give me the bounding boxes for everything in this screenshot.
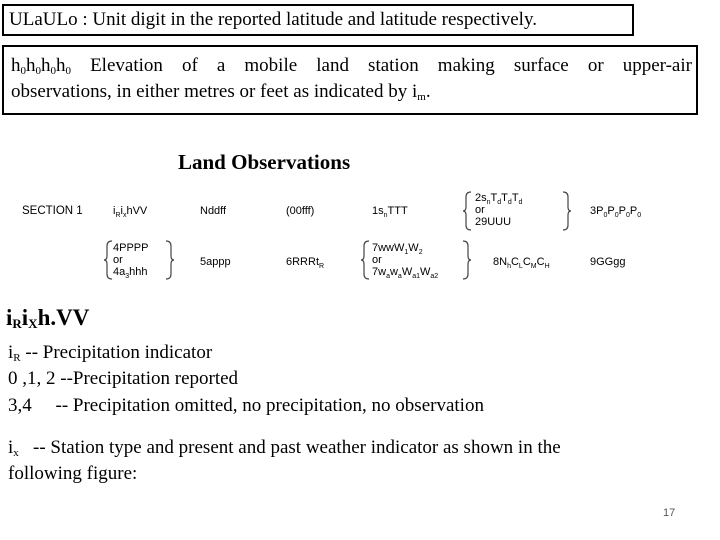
ir-definition: $i_R$ -- Precipitation indicator [8,342,213,364]
code-group-00fff: (00fff) [286,205,315,217]
code-stack-2-29: $2s_nT_dT_dT_d$ or 29UUU [475,192,523,228]
code-group-8nh: $8N_hC_LC_MC_H$ [493,256,550,270]
word: of [181,55,198,76]
page-number: 17 [663,507,676,519]
section-label: SECTION 1 [22,205,83,217]
definition-line-2: observations, in either metres or feet as indicated by $i_m$. [11,81,431,103]
word: mobile [244,55,298,76]
definition-box-elevation [2,45,698,115]
elevation-symbol: $h_0h_0h_0h_0$ [11,55,71,77]
word: or [587,55,604,76]
code-group-1sntt: $1s_nTTT$ [372,205,408,219]
right-brace-icon [562,191,572,231]
code-group-5appp: 5appp [200,256,231,268]
indicator-title: $i_Ri_Xh.VV$ [6,305,90,331]
word: Elevation [90,55,163,76]
definition-line-1 [11,53,692,79]
word: station [368,55,419,76]
code-stack-7: $7wwW_1W_2$ or $7w_aw_aW_{a1}W_{a2}$ [372,242,439,280]
right-brace-icon [462,240,472,280]
code-group-6rrr: 6RRRt$_R$ [286,256,325,270]
definition-box-ulaulo [2,4,634,36]
word: upper-air [622,55,692,76]
code-stack-4: 4PPPP or $4a_3hhh$ [113,242,149,280]
right-brace-icon [165,240,175,280]
code-group-nddff: Nddff [200,205,227,217]
left-brace-icon [360,240,370,280]
ir-values-reported: 0 ,1, 2 --Precipitation reported [8,368,239,389]
code-group-3p0: $3P_0P_0P_0P_0$ [590,205,642,219]
code-group-9gggg: 9GGgg [590,256,626,268]
definition-text-ulaulo: ULaULo : Unit digit in the reported latitude and latitude respectively. [9,9,537,30]
code-group-irixhvv: $i_Ri_xhVV$ [113,205,148,219]
word: surface [513,55,569,76]
word: a [216,55,226,76]
word: land [316,55,349,76]
ir-values-omitted: 3,4 -- Precipitation omitted, no precipitation, no observation [8,395,484,416]
ix-definition-line-2: following figure: [8,463,138,484]
left-brace-icon [103,240,113,280]
left-brace-icon [462,191,472,231]
ix-definition-line-1: $i_x$ -- Station type and present and past weather indicator as shown in the [8,437,561,459]
section-heading: Land Observations [178,150,351,174]
word: making [437,55,495,76]
